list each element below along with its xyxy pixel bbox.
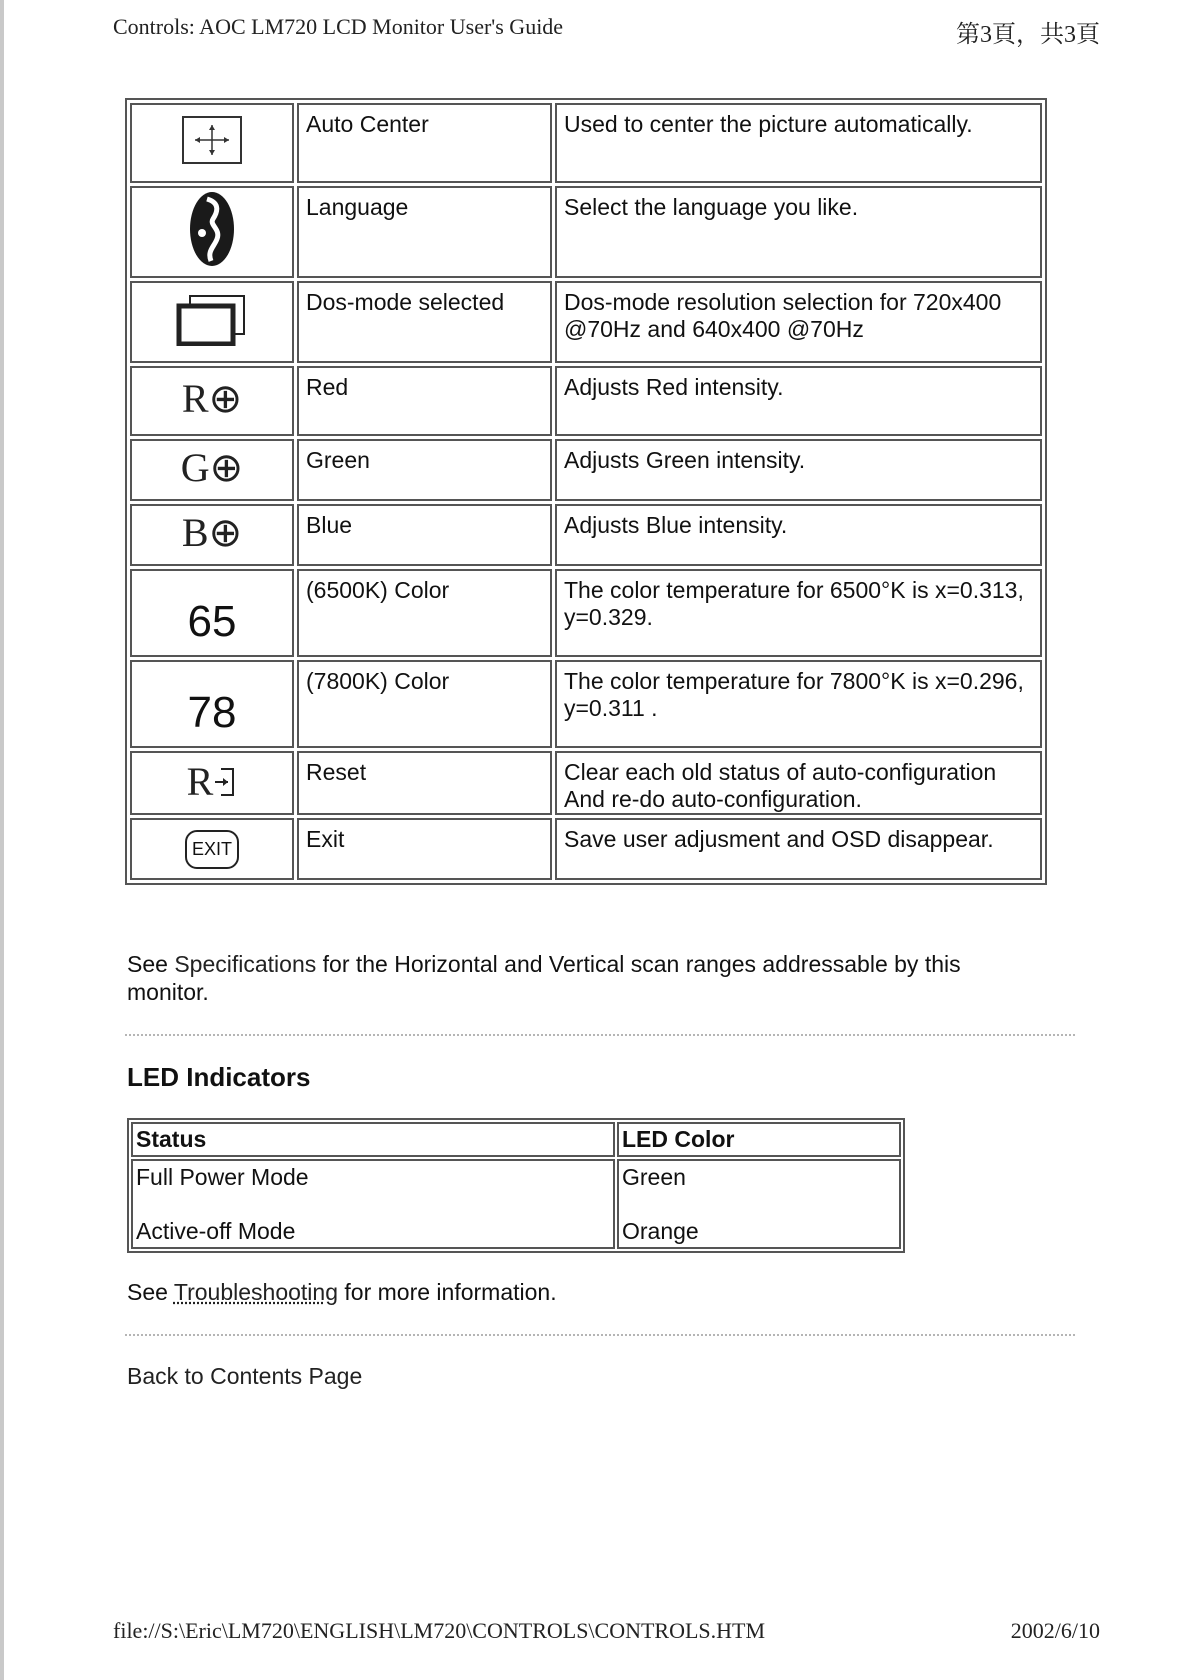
control-desc: The color temperature for 6500°K is x=0.313, y=0.329. xyxy=(555,569,1042,657)
icon-cell xyxy=(130,751,294,815)
page-footer xyxy=(113,1618,1100,1648)
control-name: Exit xyxy=(297,818,552,880)
table-row xyxy=(130,569,1042,657)
auto-center-icon xyxy=(181,144,243,170)
control-desc: The color temperature for 7800°K is x=0.296, y=0.311 . xyxy=(555,660,1042,748)
page-indicator: 第3頁，共3頁 xyxy=(956,22,1100,48)
reset-arrow-icon xyxy=(213,765,237,799)
led-color: Orange xyxy=(622,1218,699,1244)
table-row xyxy=(130,751,1042,815)
control-desc: Dos-mode resolution selection for 720x400 @70Hz and 640x400 @70Hz xyxy=(555,281,1042,363)
table-row xyxy=(131,1159,901,1249)
table-header-row xyxy=(131,1122,901,1157)
control-name: Auto Center xyxy=(297,103,552,183)
dos-mode-icon xyxy=(176,325,248,351)
table-row xyxy=(130,504,1042,566)
led-header-status: Status xyxy=(131,1122,615,1157)
led-color-cell xyxy=(617,1159,901,1249)
divider xyxy=(125,1334,1075,1336)
exit-icon xyxy=(185,830,239,869)
troubleshooting-prefix: See xyxy=(127,1279,174,1305)
control-name: (6500K) Color xyxy=(297,569,552,657)
control-desc: Adjusts Blue intensity. xyxy=(555,504,1042,566)
control-desc: Save user adjusment and OSD disappear. xyxy=(555,818,1042,880)
control-name: Language xyxy=(297,186,552,278)
table-row xyxy=(130,103,1042,183)
led-table xyxy=(127,1118,905,1253)
specifications-link[interactable]: Specifications xyxy=(174,951,317,977)
led-header-color: LED Color xyxy=(617,1122,901,1157)
icon-cell xyxy=(130,103,294,183)
table-row xyxy=(130,366,1042,436)
footer-path: file://S:\Eric\LM720\ENGLISH\LM720\CONTROLS\CONTROLS.HTM xyxy=(113,1618,766,1643)
control-name: Dos-mode selected xyxy=(297,281,552,363)
specs-note-prefix: See xyxy=(127,951,175,977)
control-name: Blue xyxy=(297,504,552,566)
cell-spacer xyxy=(136,1191,610,1217)
led-color: Green xyxy=(622,1164,686,1190)
table-row xyxy=(130,281,1042,363)
table-row xyxy=(130,439,1042,501)
control-name: Green xyxy=(297,439,552,501)
reset-icon: R xyxy=(186,759,214,805)
controls-table xyxy=(125,98,1047,885)
red-adjust-icon: R⊕ xyxy=(181,375,243,421)
icon-cell xyxy=(130,660,294,748)
green-adjust-icon: G⊕ xyxy=(180,444,244,490)
icon-cell xyxy=(130,504,294,566)
footer-date: 2002/6/10 xyxy=(1010,1618,1100,1643)
icon-cell xyxy=(130,186,294,278)
led-status-cell xyxy=(131,1159,615,1249)
control-desc: Clear each old status of auto-configuration And re-do auto-configuration. xyxy=(555,751,1042,815)
header-title: Controls: AOC LM720 LCD Monitor User's Guide xyxy=(113,14,564,39)
icon-cell xyxy=(130,439,294,501)
table-row xyxy=(130,818,1042,880)
led-status: Active-off Mode xyxy=(136,1218,296,1244)
led-section-title: LED Indicators xyxy=(127,1062,311,1092)
language-icon xyxy=(187,248,237,274)
icon-cell xyxy=(130,281,294,363)
blue-adjust-icon: B⊕ xyxy=(181,509,243,555)
icon-cell xyxy=(130,818,294,880)
specs-note-suffix: for the Horizontal and Vertical scan ranges addressable by this monitor. xyxy=(127,951,961,1005)
control-desc: Adjusts Green intensity. xyxy=(555,439,1042,501)
icon-cell xyxy=(130,366,294,436)
icon-cell xyxy=(130,569,294,657)
exit-icon-label: EXIT xyxy=(191,838,232,859)
divider xyxy=(125,1034,1075,1036)
scan-edge xyxy=(0,0,4,1680)
control-name: Red xyxy=(297,366,552,436)
led-status: Full Power Mode xyxy=(136,1164,309,1190)
page-header xyxy=(113,14,1100,48)
color-6500k-icon: 65 xyxy=(187,596,237,646)
control-desc: Select the language you like. xyxy=(555,186,1042,278)
specs-note xyxy=(127,950,1027,1006)
table-row xyxy=(130,660,1042,748)
control-name: Reset xyxy=(297,751,552,815)
control-name: (7800K) Color xyxy=(297,660,552,748)
control-desc: Adjusts Red intensity. xyxy=(555,366,1042,436)
table-row xyxy=(130,186,1042,278)
control-desc: Used to center the picture automatically. xyxy=(555,103,1042,183)
troubleshooting-suffix: for more information. xyxy=(338,1279,557,1305)
reset-icon-group xyxy=(186,759,238,805)
troubleshooting-note xyxy=(127,1278,557,1306)
back-to-contents-link[interactable]: Back to Contents Page xyxy=(127,1363,363,1389)
cell-spacer xyxy=(622,1191,896,1217)
troubleshooting-link[interactable]: Troubleshooting xyxy=(173,1279,338,1305)
color-7800k-icon: 78 xyxy=(187,687,237,737)
